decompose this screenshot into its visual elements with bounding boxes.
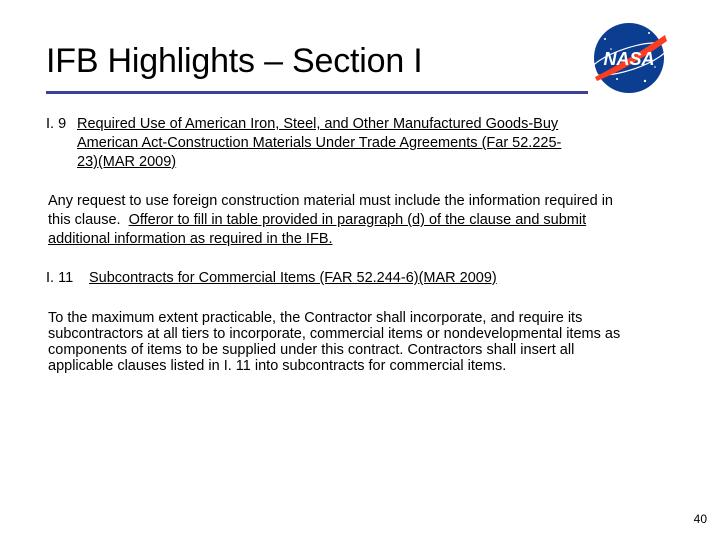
- title-underline-rule: [46, 91, 588, 94]
- section-i9-heading-line1: Required Use of American Iron, Steel, and Other Manufactured Goods-Buy: [77, 116, 559, 132]
- section-i9-body-line2: [48, 212, 586, 229]
- section-i11-body-line4: applicable clauses listed in I. 11 into subcontracts for commercial items.: [48, 358, 507, 374]
- section-i11-number: I. 11: [46, 270, 74, 286]
- section-i9-body-line1: Any request to use foreign construction material must include the information required in: [48, 193, 613, 209]
- section-i9-heading-line2: American Act-Construction Materials Under Trade Agreements (Far 52.225-: [77, 135, 562, 151]
- section-i11-body-line2: subcontractors at all tiers to incorporate, commercial items or nondevelopmental items as: [48, 326, 621, 342]
- section-i11-heading-text: Subcontracts for Commercial Items (FAR 52.244-6)(MAR 2009): [89, 270, 497, 286]
- section-i11-body-line1: To the maximum extent practicable, the Contractor shall incorporate, and require its: [48, 310, 583, 326]
- section-i9-body-line3: additional information as required in the IFB.: [48, 231, 333, 247]
- section-i9-heading: [46, 116, 558, 133]
- section-i9-body-line2-plain: this clause.: [48, 212, 129, 228]
- section-i9-number: I. 9: [46, 116, 67, 132]
- page-number: 40: [693, 512, 707, 526]
- section-i11-heading: [46, 270, 497, 287]
- section-i11-body-line3: components of items to be supplied under this contract. Contractors shall insert all: [48, 342, 575, 358]
- section-i9-body-line2-underlined: Offeror to fill in table provided in paragraph (d) of the clause and submit: [128, 212, 587, 228]
- logo-text: NASA: [603, 49, 655, 69]
- nasa-logo: [587, 19, 671, 97]
- section-i9-heading-line3: 23)(MAR 2009): [77, 154, 177, 170]
- slide-title: IFB Highlights – Section I: [46, 42, 423, 80]
